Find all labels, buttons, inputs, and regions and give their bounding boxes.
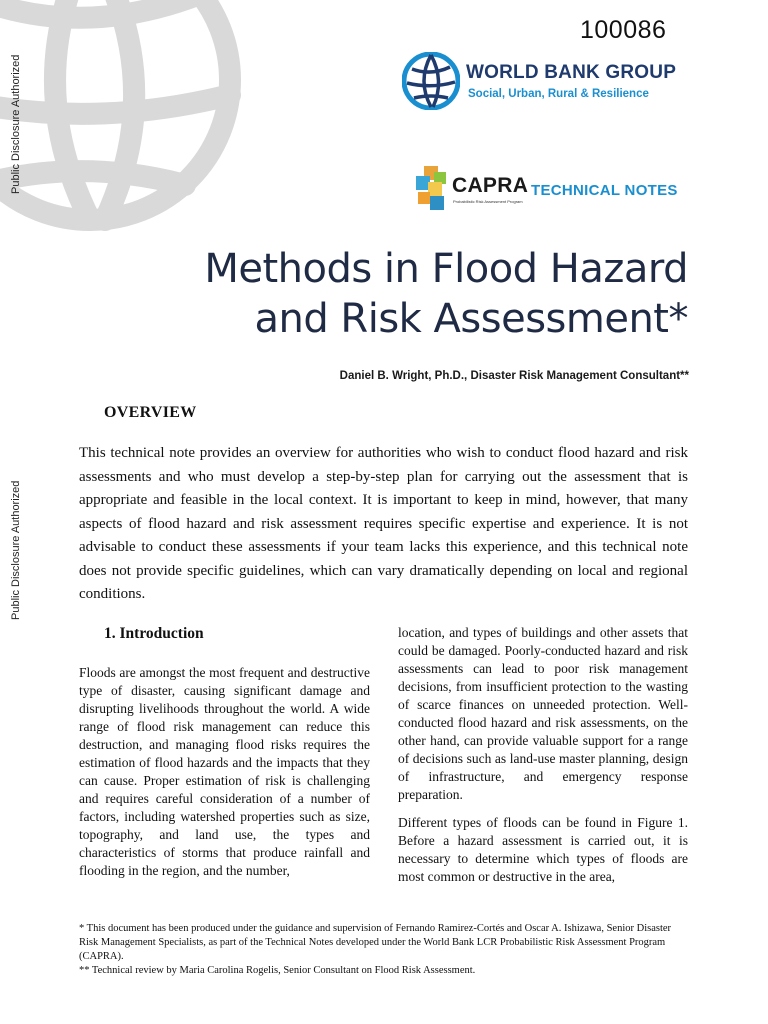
- document-title: [204, 244, 688, 344]
- capra-cubes-icon: [414, 164, 454, 214]
- footnotes: [79, 922, 691, 978]
- public-disclosure-label-top: Public Disclosure Authorized: [10, 54, 22, 194]
- title-line-2: and Risk Assessment*: [254, 296, 688, 342]
- capra-name: CAPRA: [452, 174, 529, 197]
- world-bank-logo: [402, 52, 692, 110]
- introduction-right-column: [398, 624, 688, 886]
- right-column-paragraph-2: Different types of floods can be found in Figure 1. Before a hazard assessment is carried out, it is necessary to determine which types of floods are most common or destructive in the area,: [398, 815, 688, 884]
- capra-logo: [414, 164, 529, 216]
- title-line-1: Methods in Flood Hazard: [204, 246, 688, 292]
- footnote-2: ** Technical review by Maria Carolina Rogelis, Senior Consultant on Flood Risk Assessment.: [79, 965, 476, 976]
- overview-body: This technical note provides an overview for authorities who wish to conduct flood hazard and risk assessments and who must develop a step-by-step plan for carrying out the assessment that is appropriate and feasible in the local context. It is important to keep in mind, however, that many aspects of flood hazard and risk assessment requires specific expertise and experience. It is not advisable to conduct these assessments if your team lacks this experience, and this technical note does not provide specific guidelines, which can vary dramatically depending on local and regional conditions.: [79, 445, 688, 602]
- document-number: 100086: [580, 16, 667, 44]
- footnote-1: * This document has been produced under the guidance and supervision of Fernando Ramirez-Cortés and Oscar A. Ishizawa, Senior Disaster Risk Management Specialists, as part of the Technical Notes developed under the World Bank LCR Probabilistic Risk Assessment Program (CAPRA).: [79, 923, 672, 962]
- public-disclosure-label-middle: Public Disclosure Authorized: [10, 480, 22, 620]
- right-column-paragraph-1: location, and types of buildings and other assets that could be damaged. Poorly-conducted hazard and risk assessments can lead to poor risk management decisions, from insufficient protection to the wasting of scarce finances on unneeded protection. Well-conducted flood hazard and risk assessments, on the other hand, can provide valuable support for a range of decisions such as land-use master planning, design of infrastructure, and emergency response preparation.: [398, 625, 688, 802]
- technical-notes-label: TECHNICAL NOTES: [531, 182, 678, 199]
- world-bank-name: WORLD BANK GROUP: [466, 62, 677, 83]
- world-bank-globe-icon: [402, 52, 460, 110]
- capra-tagline: Probabilistic Risk Assessment Program: [453, 199, 523, 204]
- author-line: Daniel B. Wright, Ph.D., Disaster Risk Management Consultant**: [339, 370, 689, 382]
- introduction-left-column: Floods are amongst the most frequent and destructive type of disaster, causing significant damage and disrupting livelihoods throughout the world. A wide range of flood risk management can reduce this destruction, and managing flood risks requires the estimation of flood hazards and the impacts that they can cause. Proper estimation of risk is challenging and requires careful consideration of a number of factors, including watershed properties such as size, topography, and land use, the types and characteristics of storms that produce rainfall and flooding in the region, and the number,: [79, 665, 370, 878]
- globe-watermark-icon: [0, 0, 260, 260]
- overview-heading: OVERVIEW: [104, 404, 197, 421]
- introduction-heading: 1. Introduction: [104, 625, 204, 642]
- world-bank-subtitle: Social, Urban, Rural & Resilience: [468, 88, 649, 100]
